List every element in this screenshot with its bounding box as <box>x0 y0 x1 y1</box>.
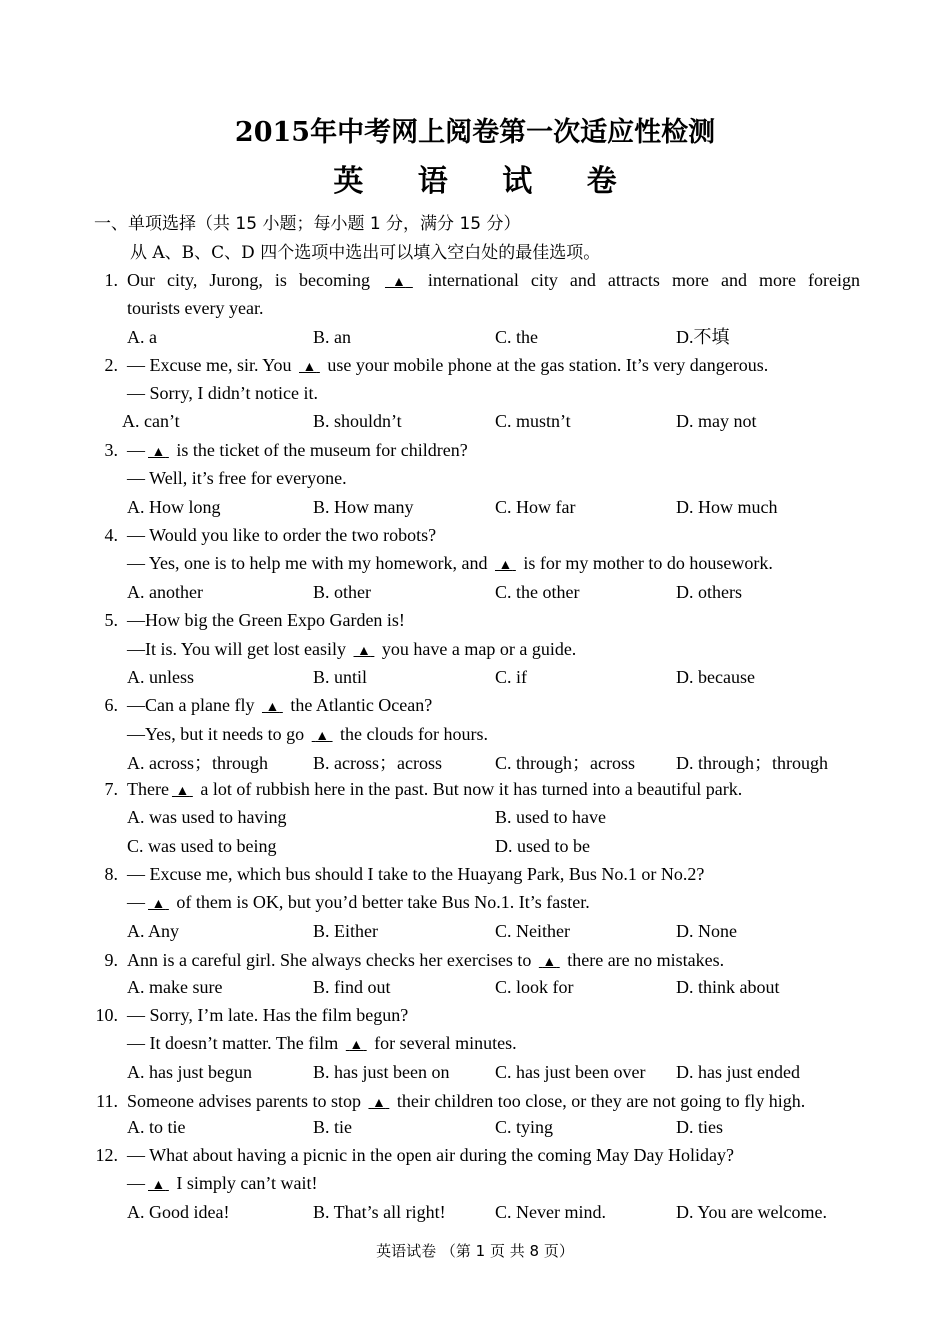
option-d[interactable]: D. may not <box>676 411 757 431</box>
question-line: There ▲ a lot of rubbish here in the past. But now it has turned into a beautiful park. <box>127 776 742 805</box>
question-number: 6. <box>104 695 118 715</box>
question-line: —How big the Green Expo Garden is! <box>127 610 405 630</box>
option-b[interactable]: B. shouldn’t <box>313 411 402 431</box>
question-number: 7. <box>104 779 118 799</box>
option-b[interactable]: B. across；across <box>313 753 442 773</box>
option-b[interactable]: B. tie <box>313 1117 352 1137</box>
option-a[interactable]: A. another <box>127 582 203 602</box>
question-line: — ▲ is the ticket of the museum for children? <box>127 437 468 466</box>
answer-blank[interactable]: ▲ <box>151 1178 166 1193</box>
question-number: 4. <box>104 525 118 545</box>
option-a[interactable]: A. a <box>127 327 157 347</box>
question-line: — Sorry, I didn’t notice it. <box>127 383 318 403</box>
option-c[interactable]: C. look for <box>495 977 574 997</box>
question-number: 3. <box>104 440 118 460</box>
option-d[interactable]: D. ties <box>676 1117 723 1137</box>
option-b[interactable]: B. find out <box>313 977 391 997</box>
question-line: Ann is a careful girl. She always checks her exercises to ▲ there are no mistakes. <box>127 947 724 976</box>
answer-blank[interactable]: ▲ <box>315 729 330 744</box>
answer-blank[interactable]: ▲ <box>349 1038 364 1053</box>
question-line: — Yes, one is to help me with my homework, and ▲ is for my mother to do housework. <box>127 550 773 579</box>
option-c[interactable]: C. the <box>495 327 538 347</box>
option-b[interactable]: B. until <box>313 667 368 687</box>
page-footer: 英语试卷 （第 1 页 共 8 页） <box>376 1242 574 1260</box>
option-a[interactable]: A. How long <box>127 497 221 517</box>
option-c[interactable]: C. has just been over <box>495 1062 646 1082</box>
question-number: 5. <box>104 610 118 630</box>
option-c[interactable]: C. through；across <box>495 753 635 773</box>
question-line: Our city, Jurong, is becoming ▲ international city and attracts more and more foreign <box>127 267 860 296</box>
option-a[interactable]: A. unless <box>127 667 194 687</box>
answer-blank[interactable]: ▲ <box>175 784 190 799</box>
option-a[interactable]: A. to tie <box>127 1117 186 1137</box>
answer-blank[interactable]: ▲ <box>302 360 317 375</box>
option-c[interactable]: C. Never mind. <box>495 1202 606 1222</box>
question-line: — ▲ I simply can’t wait! <box>127 1170 318 1199</box>
option-a[interactable]: A. has just begun <box>127 1062 252 1082</box>
option-a[interactable]: A. make sure <box>127 977 223 997</box>
option-d[interactable]: D.不填 <box>676 327 730 347</box>
page-subtitle: 英 语 试 卷 <box>333 164 639 199</box>
option-b[interactable]: B. has just been on <box>313 1062 450 1082</box>
question-line: — What about having a picnic in the open air during the coming May Day Holiday? <box>127 1145 735 1165</box>
question-line: — Excuse me, sir. You ▲ use your mobile phone at the gas station. It’s very dangerous. <box>127 352 768 381</box>
option-c[interactable]: C. was used to being <box>127 836 277 856</box>
question-line: — ▲ of them is OK, but you’d better take Bus No.1. It’s faster. <box>127 889 590 918</box>
option-d[interactable]: D. You are welcome. <box>676 1202 827 1222</box>
option-d[interactable]: D. through；through <box>676 753 828 773</box>
option-a[interactable]: A. was used to having <box>127 807 287 827</box>
question-number: 8. <box>104 864 118 884</box>
question-line: —Can a plane fly ▲ the Atlantic Ocean? <box>127 692 432 721</box>
option-d[interactable]: D. used to be <box>495 836 590 856</box>
answer-blank[interactable]: ▲ <box>265 700 280 715</box>
option-d[interactable]: D. because <box>676 667 755 687</box>
answer-blank[interactable]: ▲ <box>151 897 166 912</box>
section-heading: 一、单项选择（共 15 小题；每小题 1 分，满分 15 分） <box>94 214 521 234</box>
question-number: 12. <box>95 1145 118 1165</box>
question-line: tourists every year. <box>127 298 264 318</box>
question-line: — It doesn’t matter. The film ▲ for several minutes. <box>127 1030 517 1059</box>
option-a[interactable]: A. Good idea! <box>127 1202 230 1222</box>
option-c[interactable]: C. if <box>495 667 528 687</box>
question-line: — Excuse me, which bus should I take to the Huayang Park, Bus No.1 or No.2? <box>127 864 705 884</box>
answer-blank[interactable]: ▲ <box>391 275 406 290</box>
option-c[interactable]: C. the other <box>495 582 580 602</box>
answer-blank[interactable]: ▲ <box>498 558 513 573</box>
question-line: Someone advises parents to stop ▲ their children too close, or they are not going to fly high. <box>127 1088 805 1117</box>
option-d[interactable]: D. think about <box>676 977 780 997</box>
option-b[interactable]: B. How many <box>313 497 414 517</box>
option-a[interactable]: A. can’t <box>122 411 180 431</box>
answer-blank[interactable]: ▲ <box>357 644 371 659</box>
option-a[interactable]: A. across；through <box>127 753 268 773</box>
question-number: 9. <box>104 950 118 970</box>
question-line: —Yes, but it needs to go ▲ the clouds for hours. <box>127 721 488 750</box>
question-number: 10. <box>95 1005 118 1025</box>
option-d[interactable]: D. How much <box>676 497 778 517</box>
option-a[interactable]: A. Any <box>127 921 180 941</box>
answer-blank[interactable]: ▲ <box>371 1096 386 1111</box>
option-d[interactable]: D. others <box>676 582 742 602</box>
option-c[interactable]: C. How far <box>495 497 576 517</box>
question-line: — Well, it’s free for everyone. <box>127 468 347 488</box>
answer-blank[interactable]: ▲ <box>542 955 557 970</box>
question-number: 1. <box>104 270 118 290</box>
option-c[interactable]: C. mustn’t <box>495 411 571 431</box>
page-title: 2015年中考网上阅卷第一次适应性检测 <box>234 117 716 148</box>
option-c[interactable]: C. tying <box>495 1117 554 1137</box>
section-instruction: 从 A、B、C、D 四个选项中选出可以填入空白处的最佳选项。 <box>130 243 601 263</box>
option-d[interactable]: D. has just ended <box>676 1062 800 1082</box>
option-b[interactable]: B. other <box>313 582 371 602</box>
answer-blank[interactable]: ▲ <box>151 445 166 460</box>
question-line: — Sorry, I’m late. Has the film begun? <box>127 1005 409 1025</box>
option-b[interactable]: B. an <box>313 327 351 347</box>
question-line: —It is. You will get lost easily ▲ you have a map or a guide. <box>127 636 576 665</box>
option-d[interactable]: D. None <box>676 921 737 941</box>
option-c[interactable]: C. Neither <box>495 921 570 941</box>
option-b[interactable]: B. used to have <box>495 807 606 827</box>
option-b[interactable]: B. Either <box>313 921 378 941</box>
question-number: 2. <box>104 355 118 375</box>
option-b[interactable]: B. That’s all right! <box>313 1202 446 1222</box>
question-number: 11. <box>96 1091 118 1111</box>
question-line: — Would you like to order the two robots? <box>127 525 437 545</box>
